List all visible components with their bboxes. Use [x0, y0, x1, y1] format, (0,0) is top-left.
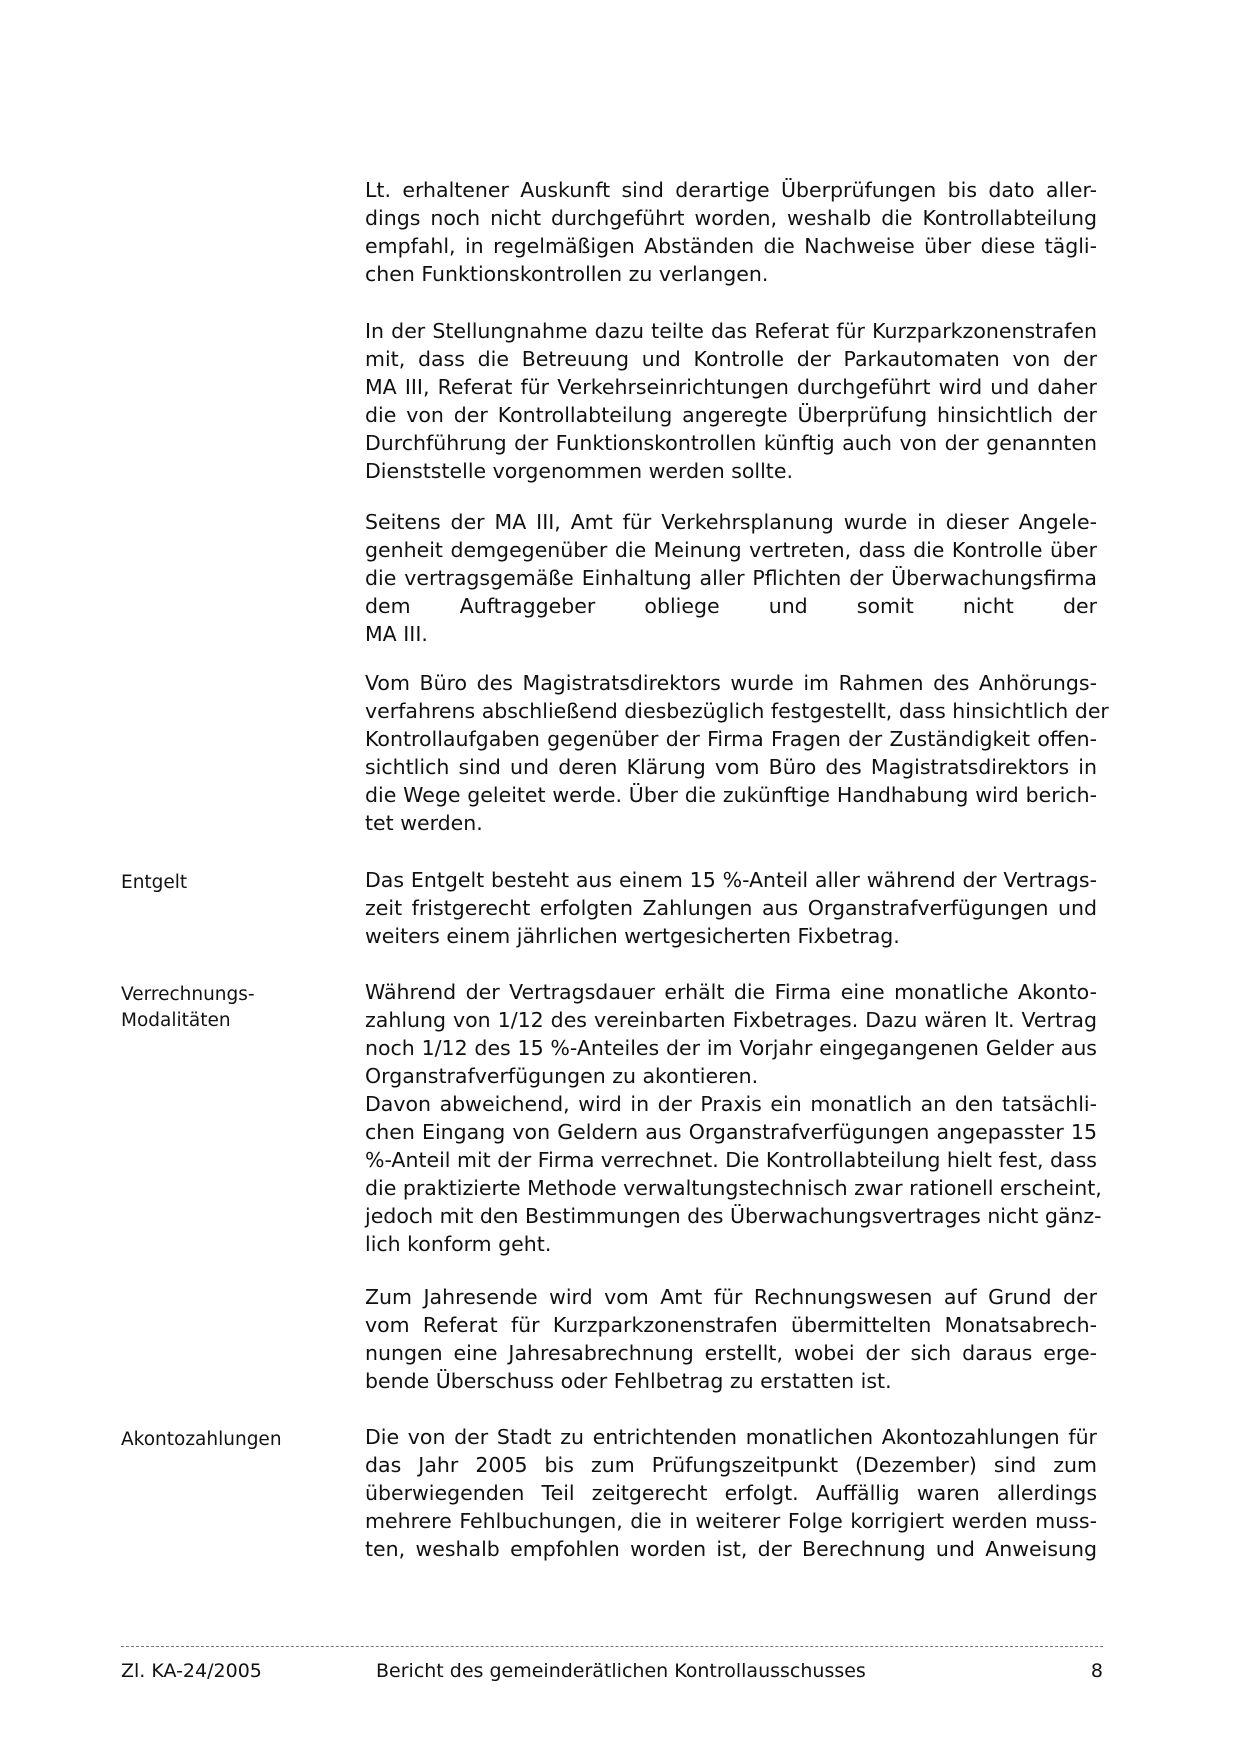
text-line: tet werden. — [365, 811, 483, 835]
text-line: zahlung von 1/12 des vereinbarten Fixbetrages. Dazu wären lt. Vertrag — [365, 1008, 1097, 1032]
text-line: mit, dass die Betreuung und Kontrolle der Parkautomaten von der — [365, 347, 1097, 371]
text-line: chen Eingang von Geldern aus Organstrafverfügungen angepasster 15 — [365, 1120, 1097, 1144]
text-line: die Wege geleitet werde. Über die zukünftige Handhabung wird berich- — [365, 783, 1097, 807]
text-line: jedoch mit den Bestimmungen des Überwachungsvertrages nicht gänz- — [365, 1204, 1102, 1228]
text-line: Lt. erhaltener Auskunft sind derartige Überprüfungen bis dato aller- — [365, 178, 1097, 202]
text-line: bende Überschuss oder Fehlbetrag zu erstatten ist. — [365, 1369, 892, 1393]
text-line: In der Stellungnahme dazu teilte das Referat für Kurzparkzonenstrafen — [365, 319, 1097, 343]
text-line: zeit fristgerecht erfolgten Zahlungen aus Organstrafverfügungen und — [365, 896, 1097, 920]
text-line: nungen eine Jahresabrechnung erstellt, wobei der sich daraus erge- — [365, 1341, 1097, 1365]
document-reference: Zl. KA-24/2005 — [121, 1660, 262, 1682]
margin-label: Entgelt — [121, 872, 188, 893]
text-line: Das Entgelt besteht aus einem 15 %-Anteil aller während der Vertrags- — [365, 868, 1097, 892]
text-line: Während der Vertragsdauer erhält die Firma eine monatliche Akonto- — [365, 980, 1097, 1004]
paragraph-text — [365, 978, 1102, 1258]
text-line: ten, weshalb empfohlen worden ist, der Berechnung und Anweisung — [365, 1537, 1097, 1561]
paragraph-text — [365, 866, 1097, 950]
text-line: %-Anteil mit der Firma verrechnet. Die Kontrollabteilung hielt fest, dass — [365, 1148, 1097, 1172]
text-line: sichtlich sind und deren Klärung vom Büro des Magistratsdirektors in — [365, 755, 1097, 779]
text-line: das Jahr 2005 bis zum Prüfungszeitpunkt (Dezember) sind zum — [365, 1453, 1097, 1477]
text-line: Seitens der MA III, Amt für Verkehrsplanung wurde in dieser Angele- — [365, 510, 1097, 534]
text-line: Durchführung der Funktionskontrollen künftig auch von der genannten — [365, 431, 1097, 455]
text-line: Vom Büro des Magistratsdirektors wurde im Rahmen des Anhörungs- — [365, 671, 1097, 695]
text-line: MA III. — [365, 622, 428, 646]
text-line: dem Auftraggeber obliege und somit nicht der — [365, 594, 1097, 618]
text-line: überwiegenden Teil zeitgerecht erfolgt. Auffällig waren allerdings — [365, 1481, 1097, 1505]
text-line: vom Referat für Kurzparkzonenstrafen übermittelten Monatsabrech- — [365, 1313, 1097, 1337]
text-line: die von der Kontrollabteilung angeregte Überprüfung hinsichtlich der — [365, 403, 1097, 427]
text-line: Die von der Stadt zu entrichtenden monatlichen Akontozahlungen für — [365, 1425, 1097, 1449]
text-line: dings noch nicht durchgeführt worden, weshalb die Kontrollabteilung — [365, 206, 1097, 230]
text-line: verfahrens abschließend diesbezüglich festgestellt, dass hinsichtlich der — [365, 699, 1109, 723]
paragraph-text — [365, 317, 1097, 485]
page-number: 8 — [1090, 1660, 1103, 1682]
text-line: noch 1/12 des 15 %-Anteiles der im Vorjahr eingegangenen Gelder aus — [365, 1036, 1097, 1060]
paragraph-text — [365, 1423, 1097, 1563]
text-line: weiters einem jährlichen wertgesicherten Fixbetrag. — [365, 924, 900, 948]
report-title: Bericht des gemeinderätlichen Kontrollausschusses — [376, 1660, 866, 1682]
paragraph-text — [365, 1283, 1097, 1395]
paragraph-text — [365, 508, 1097, 648]
margin-label: Akontozahlungen — [121, 1429, 282, 1450]
text-line: lich konform geht. — [365, 1232, 552, 1256]
text-line: mehrere Fehlbuchungen, die in weiterer Folge korrigiert werden muss- — [365, 1509, 1097, 1533]
text-line: genheit demgegenüber die Meinung vertreten, dass die Kontrolle über — [365, 538, 1097, 562]
footer-divider — [121, 1646, 1103, 1647]
text-line: Davon abweichend, wird in der Praxis ein monatlich an den tatsächli- — [365, 1092, 1097, 1116]
paragraph-text — [365, 669, 1109, 837]
text-line: die praktizierte Methode verwaltungstechnisch zwar rationell erscheint, — [365, 1176, 1102, 1200]
text-line: Organstrafverfügungen zu akontieren. — [365, 1064, 759, 1088]
text-line: chen Funktionskontrollen zu verlangen. — [365, 262, 769, 286]
text-line: Zum Jahresende wird vom Amt für Rechnungswesen auf Grund der — [365, 1285, 1097, 1309]
margin-label: Verrechnungs- Modalitäten — [121, 984, 255, 1031]
paragraph-text — [365, 176, 1097, 288]
text-line: empfahl, in regelmäßigen Abständen die Nachweise über diese tägli- — [365, 234, 1097, 258]
text-line: Dienststelle vorgenommen werden sollte. — [365, 459, 793, 483]
text-line: Kontrollaufgaben gegenüber der Firma Fragen der Zuständigkeit offen- — [365, 727, 1097, 751]
text-line: MA III, Referat für Verkehrseinrichtungen durchgeführt wird und daher — [365, 375, 1097, 399]
text-line: die vertragsgemäße Einhaltung aller Pflichten der Überwachungsfirma — [365, 566, 1097, 590]
